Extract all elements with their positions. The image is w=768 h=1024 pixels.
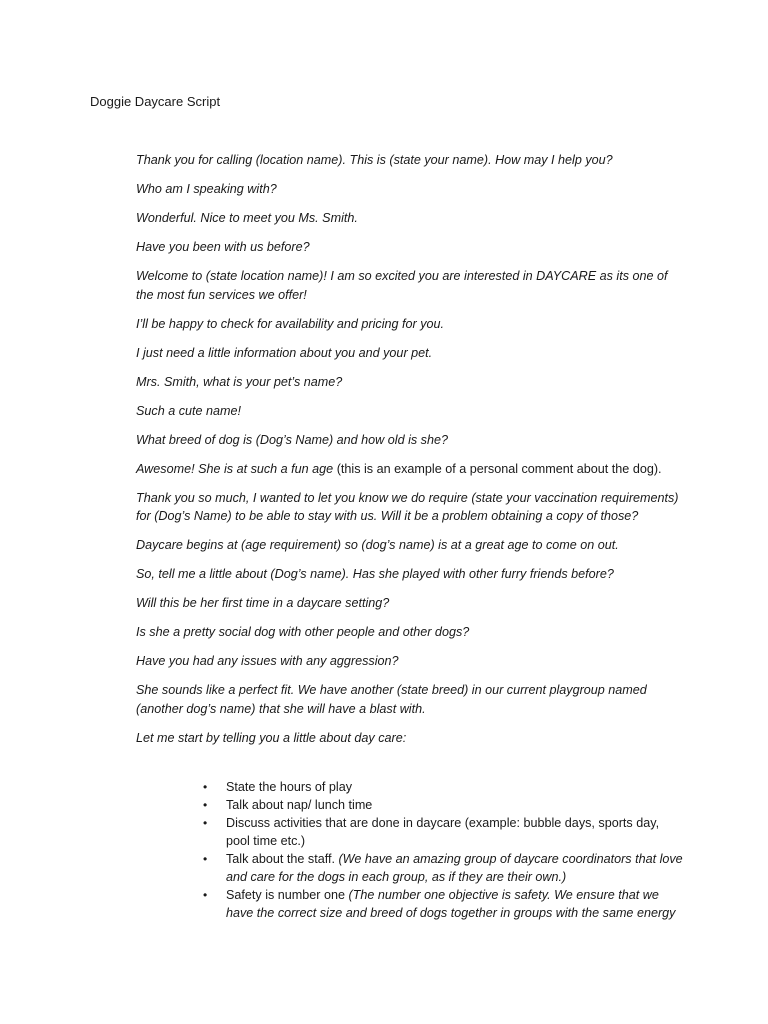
- script-line-italic-part: Awesome! She is at such a fun age: [136, 461, 334, 476]
- script-line: Welcome to (state location name)! I am so excited you are interested in DAYCARE as its one of the most fun services we offer!: [136, 269, 668, 302]
- script-line: Have you been with us before?: [136, 240, 310, 254]
- bullet-icon: •: [203, 816, 208, 830]
- script-line: Who am I speaking with?: [136, 182, 277, 196]
- list-item-text: Talk about the staff.: [226, 852, 339, 866]
- list-item-text: Safety is number one: [226, 888, 349, 902]
- bullet-icon: •: [203, 780, 208, 794]
- list-item: [203, 886, 683, 922]
- list-item: [203, 796, 683, 814]
- script-line: Daycare begins at (age requirement) so (dog’s name) is at a great age to come on out.: [136, 538, 619, 552]
- script-body: [136, 151, 681, 758]
- script-line-mixed: [136, 460, 681, 479]
- script-line: I just need a little information about you and your pet.: [136, 345, 433, 360]
- script-line: Thank you for calling (location name). This is (state your name). How may I help you?: [136, 153, 613, 167]
- list-item-text: Talk about nap/ lunch time: [226, 798, 373, 812]
- bullet-icon: •: [203, 852, 208, 866]
- script-line: Such a cute name!: [136, 403, 242, 418]
- script-line: Have you had any issues with any aggression?: [136, 654, 399, 668]
- script-line: So, tell me a little about (Dog’s name). Has she played with other furry friends before?: [136, 567, 614, 581]
- bullet-icon: •: [203, 798, 208, 812]
- script-line: Let me start by telling you a little about day care:: [136, 730, 407, 745]
- list-item: [203, 778, 683, 796]
- list-item-text: Discuss activities that are done in daycare (example: bubble days, sports day, pool time etc.): [226, 816, 660, 848]
- script-line: What breed of dog is (Dog’s Name) and how old is she?: [136, 432, 448, 447]
- daycare-topics-list: [203, 778, 683, 922]
- script-line: Will this be her first time in a daycare setting?: [136, 596, 390, 610]
- script-line-plain-part: (this is an example of a personal comment about the dog).: [333, 461, 662, 476]
- script-line: Mrs. Smith, what is your pet’s name?: [136, 374, 343, 389]
- list-item-italic-text: (The number one objective is safety. We ensure that we have the correct size and breed of dogs together in groups with the same energy: [226, 888, 676, 920]
- list-item: [203, 814, 683, 850]
- bullet-icon: •: [203, 888, 208, 902]
- document-title: Doggie Daycare Script: [90, 94, 221, 109]
- list-item-text: State the hours of play: [226, 780, 353, 794]
- list-item-italic-text: (We have an amazing group of daycare coordinators that love and care for the dogs in each group, as if they are their own.): [226, 852, 683, 884]
- script-line: Thank you so much, I wanted to let you know we do require (state your vaccination requirements) for (Dog’s Name) to be able to stay with us. Will it be a problem obtaining a copy of those?: [136, 490, 679, 523]
- script-line: She sounds like a perfect fit. We have another (state breed) in our current playgroup named (another dog’s name) that she will have a blast with.: [136, 683, 647, 716]
- script-line: I’ll be happy to check for availability and pricing for you.: [136, 316, 445, 331]
- list-item: [203, 850, 683, 886]
- script-line: Wonderful. Nice to meet you Ms. Smith.: [136, 211, 358, 225]
- script-line: Is she a pretty social dog with other people and other dogs?: [136, 625, 470, 639]
